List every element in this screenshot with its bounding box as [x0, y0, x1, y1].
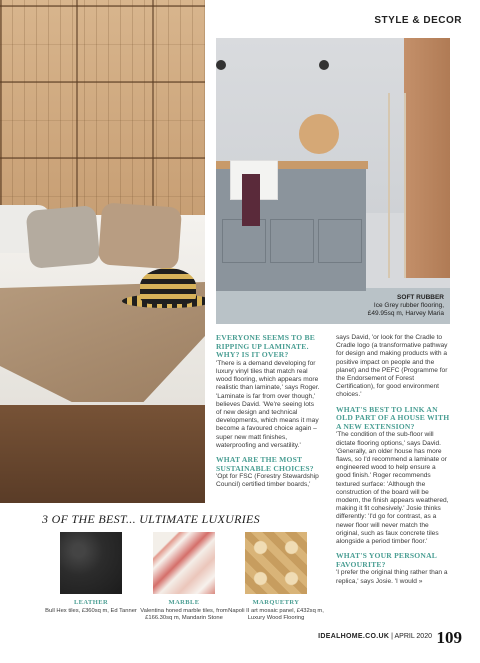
straw-hat [140, 268, 196, 304]
caption-body: Ice Grey rubber flooring, £49.95sq m, Harvey Maria [367, 302, 444, 317]
folio [318, 633, 432, 640]
question-heading: WHAT'S BEST TO LINK AN OLD PART OF A HOUSE WITH A NEW EXTENSION? [336, 404, 450, 431]
marble-tile-swatch [153, 532, 215, 594]
best-of-title: 3 OF THE BEST... ULTIMATE LUXURIES [42, 512, 260, 526]
pillow [26, 205, 101, 269]
caption-title: SOFT RUBBER [397, 294, 444, 301]
answer-paragraph: 'Opt for FSC (Forestry Stewardship Council) certified timber boards,' [216, 473, 319, 489]
section-title: STYLE & DECOR [374, 15, 462, 26]
parquet-grid [0, 0, 205, 235]
answer-paragraph: 'I prefer the original thing rather than a replica,' says Josie. 'I would » [336, 569, 448, 585]
article-column-2 [336, 334, 452, 586]
issue-date: APRIL 2020 [394, 633, 432, 640]
kitchen-photo [216, 38, 450, 324]
answer-paragraph: says David, 'or look for the Cradle to Cradle logo (a transformative pathway for design and making products with a positive impact on people and the planet) and the PEFC (Programme for the Endorsement of Forest Certification), for good environment choices.' [336, 334, 448, 399]
pillow [98, 202, 182, 269]
chopping-board [299, 114, 339, 154]
wood-floor [0, 395, 205, 503]
cabinet-door [318, 219, 362, 263]
product-label: MARBLE [168, 599, 200, 606]
bedroom-photo [0, 0, 205, 503]
product-description: Napoli II art mosaic panel, £432sq m, Luxury Wood Flooring [228, 608, 324, 621]
question-heading: WHAT ARE THE MOST SUSTAINABLE CHOICES? [216, 455, 314, 473]
product-description: Valentina honed marble tiles, from £166.30sq m, Mandarin Stone [140, 608, 228, 621]
marquetry-tile-swatch [245, 532, 307, 594]
product-label: MARQUETRY [252, 599, 300, 606]
leather-tile-swatch [60, 532, 122, 594]
answer-paragraph: 'There is a demand developing for luxury vinyl tiles that match real wood flooring, which appears more realistic than laminate,' says Roger. 'Laminate is far from over though,' believes David. 'We're seeing lots of new design and technical developments, which means it may become a favoured choice again – super new matt finishes, waterproofing and versatility.' [216, 359, 320, 449]
article-column-1 [216, 334, 320, 490]
folio-separator: | [389, 633, 395, 640]
barn-door [404, 38, 450, 278]
cabinet-door [270, 219, 314, 263]
product-description: Bull Hex tiles, £360sq m, Ed Tanner [45, 608, 137, 614]
question-heading: WHAT'S YOUR PERSONAL FAVOURITE? [336, 551, 437, 569]
product-label: LEATHER [73, 599, 109, 606]
ladder [388, 93, 406, 278]
wall-lamp [216, 60, 226, 70]
website-url: IDEALHOME.CO.UK [318, 633, 390, 640]
page-number: 109 [436, 628, 462, 647]
photo-caption [354, 294, 444, 318]
answer-paragraph: 'The condition of the sub-floor will dictate flooring options,' says David. 'Generally, an older house has more flaws, so I'd recommend a laminate or engineered wood to help ensure a good finish.' Roger recommends textured surface: 'Although the construction of the board will be modern, the finish appears weathered, making it fit cohesively.' Josie thinks differently: 'I'd go for contrast, as a newer floor will never match the original, such as faux concrete tiles alongside a period timber floor.' [336, 431, 449, 546]
question-heading: EVERYONE SEEMS TO BE RIPPING UP LAMINATE. WHY? IS IT OVER? [216, 333, 316, 360]
tea-towel [242, 174, 260, 226]
wall-lamp [319, 60, 329, 70]
